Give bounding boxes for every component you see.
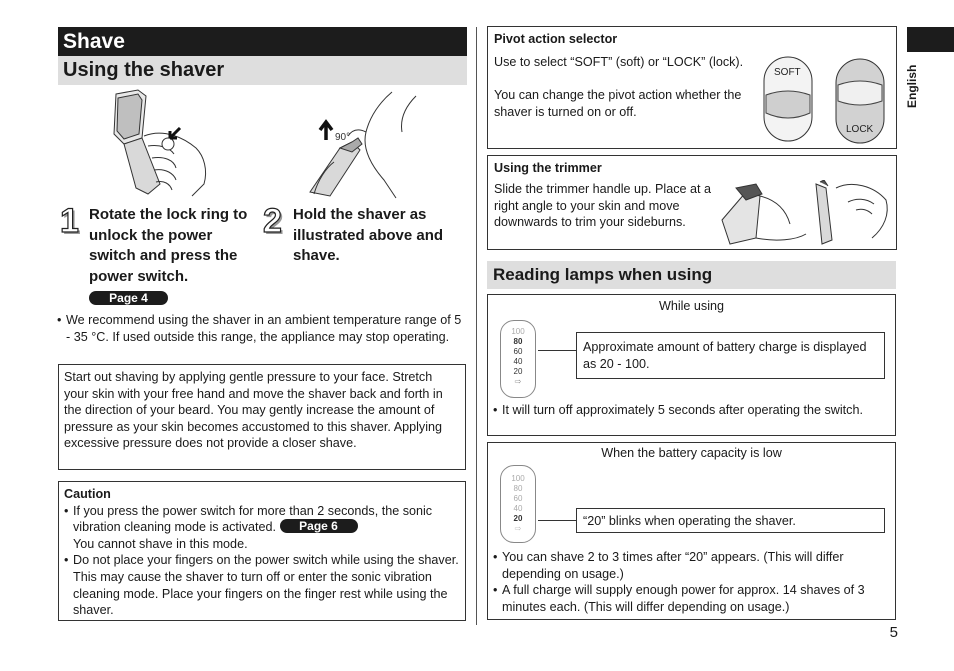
page-number: 5 — [889, 624, 898, 641]
while-using-note: • It will turn off approximately 5 seconds after operating the switch. — [493, 402, 891, 419]
pressure-info-text: Start out shaving by applying gentle pressure to your face. Stretch your skin with your free hand and move the shaver back and forth in the direction of your beard. You may gently increase the amount of pressure as your skin becomes accustomed to this shaver. Applying excessive pressure does not provide a closer shave. — [64, 370, 443, 451]
low-battery-callout: “20” blinks when operating the shaver. — [576, 508, 885, 533]
column-divider — [476, 27, 477, 625]
trimmer-box — [487, 155, 897, 250]
shaver-hand-illustration — [104, 88, 214, 200]
step-1-number: 1 — [60, 202, 79, 240]
gauge-20: 20 — [513, 514, 523, 523]
low-battery-box — [487, 442, 896, 620]
gauge-60: 60 — [513, 347, 523, 356]
caution-title: Caution — [64, 487, 111, 501]
temperature-note-item: • We recommend using the shaver in an ambient temperature range of 5 - 35 °C. If used outside this range, the appliance may stop operating. — [57, 312, 467, 345]
step-1-text: Rotate the lock ring to unlock the power switch and press the power switch. — [89, 206, 248, 285]
battery-gauge-full — [500, 320, 536, 398]
language-tab — [907, 27, 954, 52]
gauge-80: 80 — [513, 337, 523, 346]
page-4-reference[interactable]: Page 4 — [89, 291, 168, 305]
caution-item-1-subtext: You cannot shave in this mode. — [73, 536, 248, 551]
caution-item-1-text: If you press the power switch for more than 2 seconds, the sonic vibration cleaning mode is activated. — [73, 503, 433, 535]
pivot-title: Pivot action selector — [494, 32, 618, 46]
gauge-40: 40 — [513, 504, 523, 513]
caution-item-1 — [64, 503, 460, 553]
trimmer-title: Using the trimmer — [494, 161, 602, 175]
gauge-80: 80 — [513, 484, 523, 493]
low-battery-notes — [493, 549, 893, 615]
while-using-notes — [493, 402, 891, 419]
subsection-title: Using the shaver — [58, 56, 467, 85]
trimmer-text: Slide the trimmer handle up. Place at a right angle to your skin and move downwards to trim your sideburns. — [494, 182, 712, 230]
pivot-text-2: You can change the pivot action whether the shaver is turned on or off. — [494, 88, 742, 119]
reading-lamps-title: Reading lamps when using — [487, 261, 896, 289]
callout-line — [538, 350, 576, 351]
step-2-text: Hold the shaver as illustrated above and shave. — [293, 206, 444, 264]
language-label: English — [905, 64, 919, 108]
pivot-switch-illustration — [758, 51, 888, 145]
pivot-text-1: Use to select “SOFT” (soft) or “LOCK” (lock). — [494, 55, 744, 69]
section-title: Shave — [58, 27, 467, 56]
low-battery-heading: When the battery capacity is low — [601, 446, 782, 460]
while-using-box — [487, 294, 896, 436]
soft-label: SOFT — [774, 67, 801, 78]
temperature-note — [57, 312, 467, 345]
lock-label: LOCK — [846, 124, 874, 135]
low-battery-note-2: • A full charge will supply enough power for approx. 14 shaves of 3 minutes each. (This will differ depending on usage.) — [493, 582, 893, 615]
plug-icon: ⇨ — [514, 524, 522, 533]
gauge-40: 40 — [513, 357, 523, 366]
caution-item-2: • Do not place your fingers on the power switch while using the shaver. This may cause the shaver to turn off or enter the sonic vibration cleaning mode. Place your fingers on the finger rest while using the shaver. — [64, 552, 460, 618]
shaving-angle-illustration — [300, 88, 420, 200]
step-2-number: 2 — [263, 202, 282, 240]
callout-line — [538, 520, 576, 521]
gauge-100: 100 — [511, 327, 525, 336]
gauge-60: 60 — [513, 494, 523, 503]
while-using-heading: While using — [658, 299, 725, 313]
gauge-100: 100 — [511, 474, 525, 483]
gauge-20: 20 — [513, 367, 523, 376]
page-6-reference[interactable]: Page 6 — [280, 519, 358, 533]
plug-icon: ⇨ — [514, 377, 522, 386]
pivot-selector-box — [487, 26, 897, 149]
pressure-info-box — [58, 364, 466, 470]
trimmer-illustration — [716, 180, 892, 248]
battery-gauge-low — [500, 465, 536, 543]
low-battery-note-1: • You can shave 2 to 3 times after “20” appears. (This will differ depending on usage.) — [493, 549, 893, 582]
battery-callout: Approximate amount of battery charge is displayed as 20 - 100. — [576, 332, 885, 379]
angle-label: 90° — [335, 132, 351, 143]
caution-box — [58, 481, 466, 621]
